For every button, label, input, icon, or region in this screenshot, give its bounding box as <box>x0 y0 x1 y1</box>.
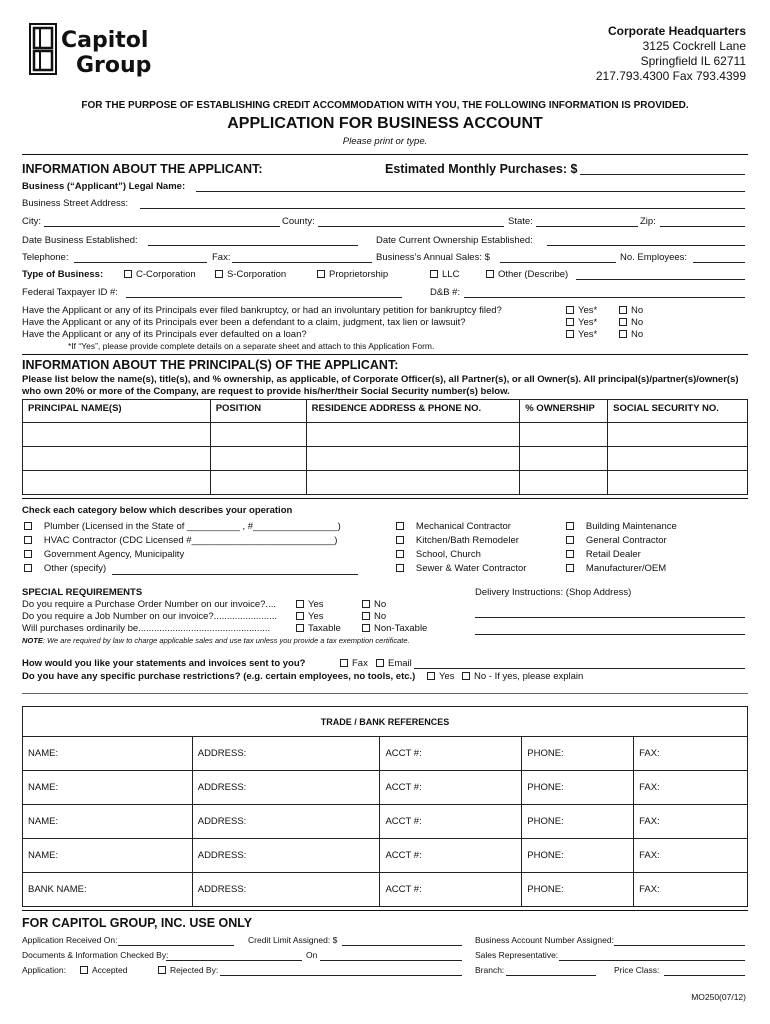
monthly-purchases-field[interactable] <box>580 174 745 175</box>
account-number-label: Business Account Number Assigned: <box>475 935 614 945</box>
hq-phone: 217.793.4300 Fax 793.4399 <box>595 69 746 83</box>
defendant-no[interactable]: No <box>619 317 643 328</box>
zip-field[interactable] <box>660 226 745 227</box>
type-c-corp[interactable]: C-Corporation <box>124 269 196 280</box>
zip-label: Zip: <box>640 216 656 227</box>
checkbox[interactable] <box>619 318 627 326</box>
checkbox[interactable] <box>566 306 574 314</box>
hq-address-line2: Springfield IL 62711 <box>640 54 746 68</box>
branch-field[interactable] <box>506 975 596 976</box>
table-row: BANK NAME: ADDRESS: ACCT #: PHONE: FAX: <box>23 873 748 907</box>
col-position: POSITION <box>210 400 306 423</box>
op-building-maintenance[interactable]: Building Maintenance <box>566 521 677 532</box>
bankruptcy-no[interactable]: No <box>619 305 643 316</box>
purpose-statement: FOR THE PURPOSE OF ESTABLISHING CREDIT ACCOMMODATION WITH YOU, THE FOLLOWING INFORMATION IS PROVIDED. <box>81 100 689 111</box>
sales-rep-label: Sales Representative: <box>475 950 559 960</box>
form-code: MO250(07/12) <box>691 992 746 1002</box>
dnb-field[interactable] <box>464 297 745 298</box>
legal-name-field[interactable] <box>196 191 745 192</box>
po-no[interactable]: No <box>362 599 386 610</box>
checkbox[interactable] <box>566 330 574 338</box>
type-proprietorship[interactable]: Proprietorship <box>317 269 388 280</box>
defendant-yes[interactable]: Yes* <box>566 317 597 328</box>
telephone-field[interactable] <box>74 262 207 263</box>
price-class-field[interactable] <box>664 975 745 976</box>
type-s-corp[interactable]: S-Corporation <box>215 269 286 280</box>
op-sewer-water[interactable]: Sewer & Water Contractor <box>396 563 526 574</box>
checkbox[interactable] <box>296 612 304 620</box>
op-kitchen-bath[interactable]: Kitchen/Bath Remodeler <box>396 535 519 546</box>
date-established-label: Date Business Established: <box>22 235 138 246</box>
email-field[interactable] <box>414 668 745 669</box>
street-address-field[interactable] <box>140 208 745 209</box>
checkbox[interactable] <box>296 600 304 608</box>
checkbox[interactable] <box>566 550 574 558</box>
hq-address-line1: 3125 Cockrell Lane <box>642 39 746 53</box>
if-yes-note: *If “Yes”, please provide complete details on a separate sheet and attach to this Application Form. <box>68 341 435 351</box>
monthly-purchases-label: Estimated Monthly Purchases: $ <box>385 162 578 176</box>
state-label: State: <box>508 216 533 227</box>
delivery-field-2[interactable] <box>475 634 745 635</box>
type-llc[interactable]: LLC <box>430 269 459 280</box>
divider <box>22 354 748 355</box>
annual-sales-label: Business’s Annual Sales: $ <box>376 252 490 263</box>
table-row: NAME: ADDRESS: ACCT #: PHONE: FAX: <box>23 805 748 839</box>
received-field[interactable] <box>118 945 234 946</box>
op-retail-dealer[interactable]: Retail Dealer <box>566 549 641 560</box>
op-school-church[interactable]: School, Church <box>396 549 481 560</box>
table-row <box>23 471 748 495</box>
question-defendant: Have the Applicant or any of its Principals ever been a defendant to a claim, judgment, tax lien or lawsuit? <box>22 317 466 328</box>
question-default: Have the Applicant or any of its Principals ever defaulted on a loan? <box>22 329 307 340</box>
office-use-heading: FOR CAPITOL GROUP, INC. USE ONLY <box>22 916 253 930</box>
delivery-label: Delivery Instructions: (Shop Address) <box>475 587 632 598</box>
checkbox[interactable] <box>486 270 494 278</box>
checkbox[interactable] <box>396 564 404 572</box>
svg-text:Capitol: Capitol <box>61 28 149 53</box>
checked-by-field[interactable] <box>166 960 302 961</box>
bankruptcy-yes[interactable]: Yes* <box>566 305 597 316</box>
fax-label: Fax: <box>212 252 231 263</box>
checkbox[interactable] <box>566 564 574 572</box>
checkbox[interactable] <box>430 270 438 278</box>
checkbox[interactable] <box>396 522 404 530</box>
rejected-by-field[interactable] <box>220 975 462 976</box>
fed-tax-label: Federal Taxpayer ID #: <box>22 287 118 298</box>
page-title: APPLICATION FOR BUSINESS ACCOUNT <box>227 115 543 132</box>
account-number-field[interactable] <box>614 945 745 946</box>
checkbox[interactable] <box>362 600 370 608</box>
credit-limit-field[interactable] <box>342 945 462 946</box>
fax-field[interactable] <box>232 262 372 263</box>
statements-fax[interactable]: Fax <box>340 658 368 669</box>
checkbox[interactable] <box>24 564 32 572</box>
fed-tax-field[interactable] <box>126 297 402 298</box>
non-taxable-option[interactable]: Non-Taxable <box>362 623 427 634</box>
checkbox[interactable] <box>619 330 627 338</box>
checkbox[interactable] <box>362 624 370 632</box>
table-row: NAME: ADDRESS: ACCT #: PHONE: FAX: <box>23 737 748 771</box>
restrictions-field[interactable] <box>22 693 748 694</box>
legal-name-label: Business (“Applicant”) Legal Name: <box>22 181 186 192</box>
checkbox[interactable] <box>619 306 627 314</box>
checkbox[interactable] <box>158 966 166 974</box>
employees-label: No. Employees: <box>620 252 688 263</box>
checkbox[interactable] <box>566 522 574 530</box>
col-ssn: SOCIAL SECURITY NO. <box>608 400 748 423</box>
capitol-group-logo <box>28 20 176 80</box>
checkbox[interactable] <box>124 270 132 278</box>
op-plumber[interactable]: Plumber (Licensed in the State of __________ , #________________) <box>24 521 341 532</box>
op-hvac[interactable]: HVAC Contractor (CDC Licensed #___________________________) <box>24 535 337 546</box>
on-date-field[interactable] <box>320 960 462 961</box>
col-ownership: % OWNERSHIP <box>520 400 608 423</box>
principals-instructions: Please list below the name(s), title(s), and % ownership, as applicable, of Corporate Officer(s), all Partner(s), or all Owner(s). All principal(s)/partner(s)/owner(s) who own 20% or more of the Company, are request to provide his/her/their Social Security number(s) below. <box>22 374 739 397</box>
checkbox[interactable] <box>566 536 574 544</box>
accepted-option[interactable]: Accepted <box>80 965 127 975</box>
county-field[interactable] <box>318 226 504 227</box>
applicant-heading: INFORMATION ABOUT THE APPLICANT: <box>22 162 263 176</box>
operation-heading: Check each category below which describes your operation <box>22 505 293 516</box>
county-label: County: <box>282 216 315 227</box>
dnb-label: D&B #: <box>430 287 461 298</box>
po-number-question: Do you require a Purchase Order Number on our invoice?.... <box>22 599 276 610</box>
headquarters-address <box>596 24 746 84</box>
taxable-question: Will purchases ordinarily be.................................................. <box>22 623 271 634</box>
checkbox[interactable] <box>362 612 370 620</box>
restrictions-question: Do you have any specific purchase restrictions? (e.g. certain employees, no tools, etc.) <box>22 671 416 682</box>
type-other-field[interactable] <box>576 279 745 280</box>
checkbox[interactable] <box>462 672 470 680</box>
print-note: Please print or type. <box>342 136 428 147</box>
op-general-contractor[interactable]: General Contractor <box>566 535 667 546</box>
job-yes[interactable]: Yes <box>296 611 324 622</box>
default-yes[interactable]: Yes* <box>566 329 597 340</box>
type-other[interactable]: Other (Describe) <box>486 269 568 280</box>
state-field[interactable] <box>536 226 638 227</box>
job-no[interactable]: No <box>362 611 386 622</box>
taxable-option[interactable]: Taxable <box>296 623 341 634</box>
statements-email[interactable]: Email <box>376 658 412 669</box>
checkbox[interactable] <box>317 270 325 278</box>
special-heading: SPECIAL REQUIREMENTS <box>22 587 143 598</box>
credit-limit-label: Credit Limit Assigned: $ <box>248 935 338 945</box>
rejected-option[interactable]: Rejected By: <box>158 965 218 975</box>
table-row <box>23 447 748 471</box>
op-manufacturer[interactable]: Manufacturer/OEM <box>566 563 666 574</box>
delivery-field-1[interactable] <box>475 617 745 618</box>
table-row <box>23 423 748 447</box>
default-no[interactable]: No <box>619 329 643 340</box>
checked-by-label: Documents & Information Checked By: <box>22 950 169 960</box>
checkbox[interactable] <box>376 659 384 667</box>
question-bankruptcy: Have the Applicant or any of its Principals ever filed bankruptcy, or had an involuntary petition for bankruptcy filed? <box>22 305 502 316</box>
date-ownership-field[interactable] <box>547 245 745 246</box>
divider <box>22 154 748 155</box>
sales-rep-field[interactable] <box>559 960 745 961</box>
telephone-label: Telephone: <box>22 252 69 263</box>
op-mechanical[interactable]: Mechanical Contractor <box>396 521 511 532</box>
checkbox[interactable] <box>396 536 404 544</box>
divider <box>22 910 748 911</box>
checkbox[interactable] <box>427 672 435 680</box>
hq-title: Corporate Headquarters <box>607 24 746 38</box>
restrictions-no[interactable]: No - If yes, please explain <box>462 671 583 682</box>
business-type-label: Type of Business: <box>22 269 104 280</box>
restrictions-yes[interactable]: Yes <box>427 671 455 682</box>
checkbox[interactable] <box>24 522 32 530</box>
city-label: City: <box>22 216 41 227</box>
op-other[interactable]: Other (specify) <box>24 563 106 574</box>
op-government[interactable]: Government Agency, Municipality <box>24 549 184 560</box>
received-label: Application Received On: <box>22 935 118 945</box>
op-other-field[interactable] <box>112 574 358 575</box>
svg-text:Group: Group <box>76 53 152 78</box>
checkbox[interactable] <box>296 624 304 632</box>
divider <box>22 498 748 499</box>
col-principal-name: PRINCIPAL NAME(S) <box>23 400 211 423</box>
table-row: NAME: ADDRESS: ACCT #: PHONE: FAX: <box>23 771 748 805</box>
employees-field[interactable] <box>693 262 745 263</box>
checkbox[interactable] <box>396 550 404 558</box>
col-residence: RESIDENCE ADDRESS & PHONE NO. <box>306 400 520 423</box>
principals-table <box>22 399 748 495</box>
checkbox[interactable] <box>80 966 88 974</box>
city-field[interactable] <box>44 226 280 227</box>
references-table <box>22 706 748 907</box>
principals-heading: INFORMATION ABOUT THE PRINCIPAL(S) OF THE APPLICANT: <box>22 358 399 372</box>
annual-sales-field[interactable] <box>500 262 616 263</box>
application-label: Application: <box>22 965 66 975</box>
table-row: NAME: ADDRESS: ACCT #: PHONE: FAX: <box>23 839 748 873</box>
checkbox[interactable] <box>566 318 574 326</box>
street-address-label: Business Street Address: <box>22 198 129 209</box>
date-ownership-label: Date Current Ownership Established: <box>376 235 533 246</box>
checkbox[interactable] <box>215 270 223 278</box>
price-class-label: Price Class: <box>614 965 660 975</box>
references-heading: TRADE / BANK REFERENCES <box>23 707 748 737</box>
statements-question: How would you like your statements and invoices sent to you? <box>22 658 306 669</box>
checkbox[interactable] <box>340 659 348 667</box>
job-number-question: Do you require a Job Number on our invoice?........................ <box>22 611 278 622</box>
branch-label: Branch: <box>475 965 505 975</box>
tax-note: NOTE: We are required by law to charge applicable sales and use tax unless you provide a tax exemption certificate. <box>22 636 410 645</box>
on-label: On <box>306 950 318 960</box>
checkbox[interactable] <box>24 536 32 544</box>
checkbox[interactable] <box>24 550 32 558</box>
po-yes[interactable]: Yes <box>296 599 324 610</box>
date-established-field[interactable] <box>148 245 358 246</box>
